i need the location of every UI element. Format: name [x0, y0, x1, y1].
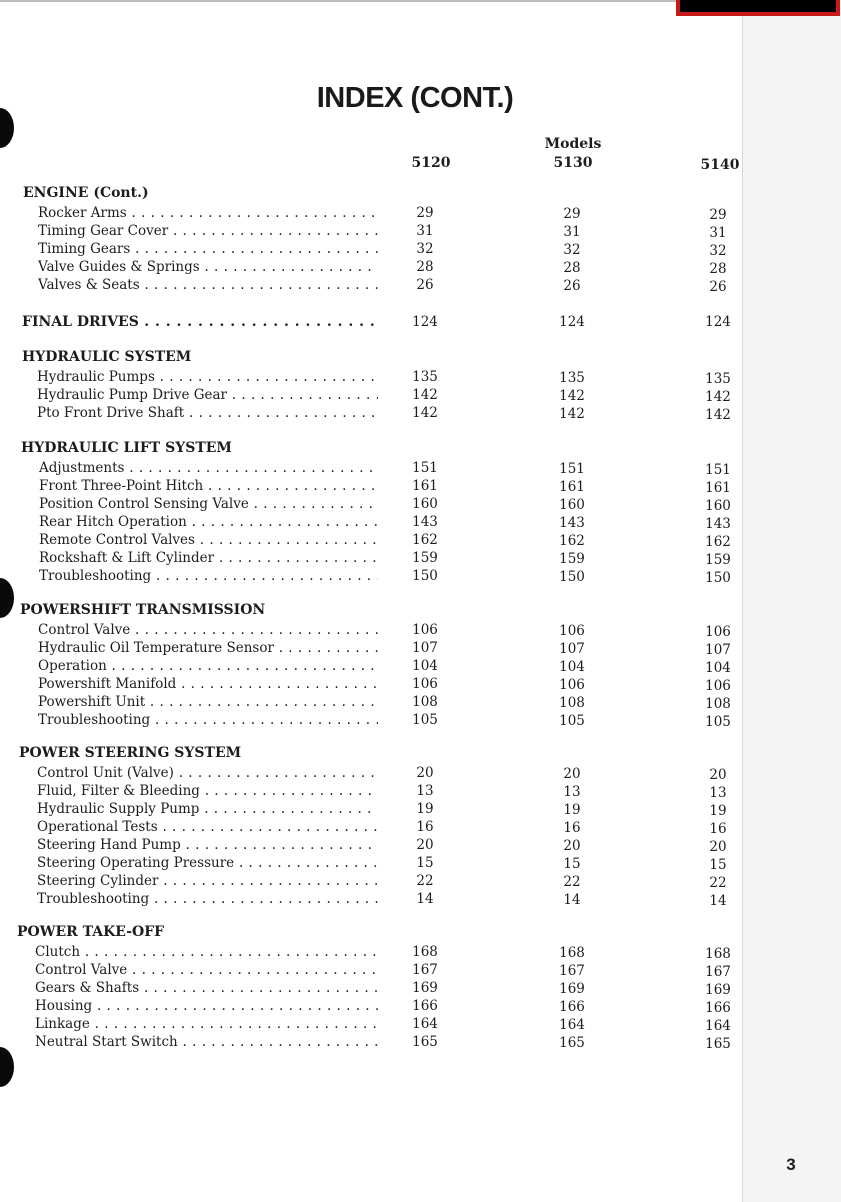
page-ref-5120: 107: [412, 640, 438, 656]
entry-label: Operation . . .: [38, 658, 378, 674]
index-row: [0, 765, 742, 783]
page-ref-5120: 124: [412, 314, 438, 330]
entry-label: Hydraulic Pump Drive Gear . . .: [37, 387, 378, 403]
index-row: [0, 568, 742, 586]
page-ref-5140: 143: [705, 516, 731, 532]
page-ref-5130: 151: [559, 461, 585, 477]
entry-label: Steering Cylinder . . .: [37, 873, 378, 889]
index-row: [0, 405, 742, 423]
index-row: [0, 855, 742, 873]
page-ref-5140: 142: [705, 389, 731, 405]
page-ref-5120: 169: [412, 980, 438, 996]
page-ref-5130: 32: [563, 242, 581, 258]
model-5140-heading: 5140: [700, 157, 740, 173]
page-ref-5120: 106: [412, 676, 438, 692]
index-row: [0, 622, 742, 640]
section-title: POWERSHIFT TRANSMISSION: [20, 602, 266, 618]
page-ref-5130: 150: [559, 569, 585, 585]
page-ref-5130: 31: [563, 224, 581, 240]
page-ref-5140: 135: [705, 371, 731, 387]
section-title: ENGINE (Cont.): [23, 185, 149, 201]
page-ref-5130: 142: [559, 406, 585, 422]
page-ref-5120: 31: [416, 223, 434, 239]
section-title: POWER TAKE-OFF: [17, 924, 165, 940]
index-row: [0, 980, 742, 998]
index-row: [0, 712, 742, 730]
entry-label: Timing Gears . . .: [38, 241, 378, 257]
page-ref-5140: 124: [705, 314, 731, 330]
index-row: [0, 369, 742, 387]
page-ref-5140: 162: [705, 534, 731, 550]
page-ref-5120: 161: [412, 478, 438, 494]
page-ref-5120: 168: [412, 944, 438, 960]
models-heading: Models: [544, 136, 602, 152]
page-ref-5120: 142: [412, 387, 438, 403]
page-ref-5130: 108: [559, 695, 585, 711]
index-row: [0, 658, 742, 676]
page-ref-5130: 166: [559, 999, 585, 1015]
page-ref-5140: 105: [705, 714, 731, 730]
entry-label: Troubleshooting . . .: [37, 891, 378, 907]
entry-label: Control Unit (Valve) . . .: [37, 765, 378, 781]
page-ref-5130: 124: [559, 314, 585, 330]
index-row: [0, 944, 742, 962]
page-ref-5130: 104: [559, 659, 585, 675]
entry-label: Remote Control Valves . . .: [39, 532, 378, 548]
section-tab-marker-inner: [680, 0, 836, 12]
page-ref-5140: 15: [709, 857, 727, 873]
entry-label: Neutral Start Switch . . .: [35, 1034, 378, 1050]
page-ref-5130: 168: [559, 945, 585, 961]
entry-label: Linkage . . .: [35, 1016, 378, 1032]
page-ref-5140: 159: [705, 552, 731, 568]
entry-label: Troubleshooting . . .: [39, 568, 378, 584]
page-ref-5140: 168: [705, 946, 731, 962]
page-ref-5120: 19: [416, 801, 434, 817]
index-row: [0, 241, 742, 259]
page-ref-5130: 19: [563, 802, 581, 818]
page-ref-5140: 165: [705, 1036, 731, 1052]
entry-label: Rocker Arms . . .: [38, 205, 378, 221]
page-ref-5130: 142: [559, 388, 585, 404]
page-ref-5130: 106: [559, 623, 585, 639]
entry-label: Powershift Unit . . .: [38, 694, 378, 710]
page-ref-5130: 105: [559, 713, 585, 729]
page-ref-5140: 28: [709, 261, 727, 277]
page-ref-5140: 167: [705, 964, 731, 980]
page-ref-5120: 142: [412, 405, 438, 421]
page-ref-5140: 32: [709, 243, 727, 259]
page-ref-5140: 14: [709, 893, 727, 909]
page-ref-5140: 160: [705, 498, 731, 514]
index-row: [0, 783, 742, 801]
section-title: POWER STEERING SYSTEM: [19, 745, 242, 761]
page-ref-5140: 142: [705, 407, 731, 423]
page-ref-5120: 104: [412, 658, 438, 674]
index-row: [0, 873, 742, 891]
page-ref-5120: 159: [412, 550, 438, 566]
entry-label: Valve Guides & Springs . . .: [38, 259, 378, 275]
page-ref-5120: 16: [416, 819, 434, 835]
page-ref-5140: 104: [705, 660, 731, 676]
binder-hole: [0, 1047, 14, 1087]
page-ref-5130: 20: [563, 766, 581, 782]
page-ref-5130: 26: [563, 278, 581, 294]
page-ref-5130: 159: [559, 551, 585, 567]
page-ref-5130: 22: [563, 874, 581, 890]
page-ref-5140: 22: [709, 875, 727, 891]
entry-label: Operational Tests . . .: [37, 819, 378, 835]
entry-label: Control Valve . . .: [35, 962, 378, 978]
page-ref-5140: 19: [709, 803, 727, 819]
entry-label: Hydraulic Oil Temperature Sensor . . .: [38, 640, 378, 656]
model-5130-heading: 5130: [553, 155, 593, 171]
page-ref-5140: 20: [709, 839, 727, 855]
page-ref-5120: 165: [412, 1034, 438, 1050]
index-row: [0, 801, 742, 819]
page-ref-5130: 107: [559, 641, 585, 657]
page-ref-5120: 29: [416, 205, 434, 221]
entry-label: Clutch . . .: [35, 944, 378, 960]
index-row: [0, 640, 742, 658]
index-row: [0, 514, 742, 532]
index-row: [0, 1034, 742, 1052]
page-ref-5130: 29: [563, 206, 581, 222]
index-row: [0, 694, 742, 712]
entry-label: Rockshaft & Lift Cylinder . . .: [39, 550, 378, 566]
top-rule: [0, 0, 680, 2]
index-row: [0, 837, 742, 855]
entry-label: Steering Operating Pressure . . .: [37, 855, 378, 871]
section-title: HYDRAULIC SYSTEM: [22, 349, 192, 365]
page-ref-5120: 106: [412, 622, 438, 638]
index-row: [0, 1016, 742, 1034]
page-ref-5120: 143: [412, 514, 438, 530]
entry-label: Position Control Sensing Valve . . .: [39, 496, 378, 512]
page-ref-5130: 164: [559, 1017, 585, 1033]
page-ref-5140: 20: [709, 767, 727, 783]
page-ref-5130: 167: [559, 963, 585, 979]
entry-label: Rear Hitch Operation . . .: [39, 514, 378, 530]
page-ref-5120: 20: [416, 765, 434, 781]
page-ref-5130: 106: [559, 677, 585, 693]
page-ref-5130: 161: [559, 479, 585, 495]
page-ref-5140: 108: [705, 696, 731, 712]
entry-label: Timing Gear Cover . . .: [38, 223, 378, 239]
page-ref-5140: 164: [705, 1018, 731, 1034]
entry-label: Gears & Shafts . . .: [35, 980, 378, 996]
page-ref-5120: 151: [412, 460, 438, 476]
page-ref-5120: 13: [416, 783, 434, 799]
index-row: [0, 478, 742, 496]
entry-label: Valves & Seats . . .: [38, 277, 378, 293]
index-row: [0, 259, 742, 277]
index-row: [0, 891, 742, 909]
binder-hole: [0, 108, 14, 148]
entry-label: Troubleshooting . . .: [38, 712, 378, 728]
entry-label: Housing . . .: [35, 998, 378, 1014]
index-row: [0, 532, 742, 550]
index-row: [0, 314, 742, 332]
page-ref-5120: 164: [412, 1016, 438, 1032]
index-row: [0, 223, 742, 241]
page-ref-5130: 135: [559, 370, 585, 386]
page-ref-5120: 105: [412, 712, 438, 728]
entry-label: Hydraulic Supply Pump . . .: [37, 801, 378, 817]
page-ref-5140: 161: [705, 480, 731, 496]
page-ref-5140: 13: [709, 785, 727, 801]
index-row: [0, 387, 742, 405]
page-ref-5120: 162: [412, 532, 438, 548]
page-ref-5140: 166: [705, 1000, 731, 1016]
page-ref-5120: 108: [412, 694, 438, 710]
page-ref-5140: 169: [705, 982, 731, 998]
page-ref-5140: 29: [709, 207, 727, 223]
page-ref-5130: 28: [563, 260, 581, 276]
page-ref-5130: 16: [563, 820, 581, 836]
section-title: HYDRAULIC LIFT SYSTEM: [21, 440, 232, 456]
entry-label: Hydraulic Pumps . . .: [37, 369, 378, 385]
model-5120-heading: 5120: [411, 155, 451, 171]
page-ref-5130: 15: [563, 856, 581, 872]
page-ref-5140: 106: [705, 678, 731, 694]
page-ref-5130: 165: [559, 1035, 585, 1051]
page-ref-5120: 26: [416, 277, 434, 293]
index-row: [0, 819, 742, 837]
page-ref-5130: 162: [559, 533, 585, 549]
index-row: [0, 962, 742, 980]
page-ref-5130: 20: [563, 838, 581, 854]
index-row: [0, 550, 742, 568]
page-title: INDEX (CONT.): [316, 82, 514, 114]
page-ref-5120: 160: [412, 496, 438, 512]
entry-label: Steering Hand Pump . . .: [37, 837, 378, 853]
page-ref-5120: 22: [416, 873, 434, 889]
page-ref-5140: 31: [709, 225, 727, 241]
page-ref-5130: 160: [559, 497, 585, 513]
page-ref-5120: 20: [416, 837, 434, 853]
index-row: [0, 205, 742, 223]
entry-label: Adjustments . . .: [39, 460, 378, 476]
entry-label: Control Valve . . .: [38, 622, 378, 638]
section-title: FINAL DRIVES . . .: [22, 314, 378, 330]
index-row: [0, 676, 742, 694]
page-ref-5120: 28: [416, 259, 434, 275]
page-shadow: [743, 0, 841, 1202]
page-ref-5130: 14: [563, 892, 581, 908]
page-ref-5140: 107: [705, 642, 731, 658]
page-ref-5120: 167: [412, 962, 438, 978]
page-ref-5130: 13: [563, 784, 581, 800]
page-ref-5120: 135: [412, 369, 438, 385]
page-ref-5140: 16: [709, 821, 727, 837]
entry-label: Fluid, Filter & Bleeding . . .: [37, 783, 378, 799]
page-ref-5120: 14: [416, 891, 434, 907]
page-ref-5140: 106: [705, 624, 731, 640]
page-ref-5140: 26: [709, 279, 727, 295]
page-ref-5120: 32: [416, 241, 434, 257]
index-row: [0, 496, 742, 514]
index-row: [0, 277, 742, 295]
page-ref-5120: 166: [412, 998, 438, 1014]
page-ref-5130: 143: [559, 515, 585, 531]
entry-label: Front Three-Point Hitch . . .: [39, 478, 378, 494]
index-row: [0, 460, 742, 478]
page-ref-5130: 169: [559, 981, 585, 997]
entry-label: Pto Front Drive Shaft . . .: [37, 405, 378, 421]
entry-label: Powershift Manifold . . .: [38, 676, 378, 692]
page-ref-5140: 150: [705, 570, 731, 586]
page-ref-5120: 15: [416, 855, 434, 871]
page-ref-5140: 151: [705, 462, 731, 478]
index-row: [0, 998, 742, 1016]
page-number: 3: [786, 1155, 796, 1174]
page-ref-5120: 150: [412, 568, 438, 584]
